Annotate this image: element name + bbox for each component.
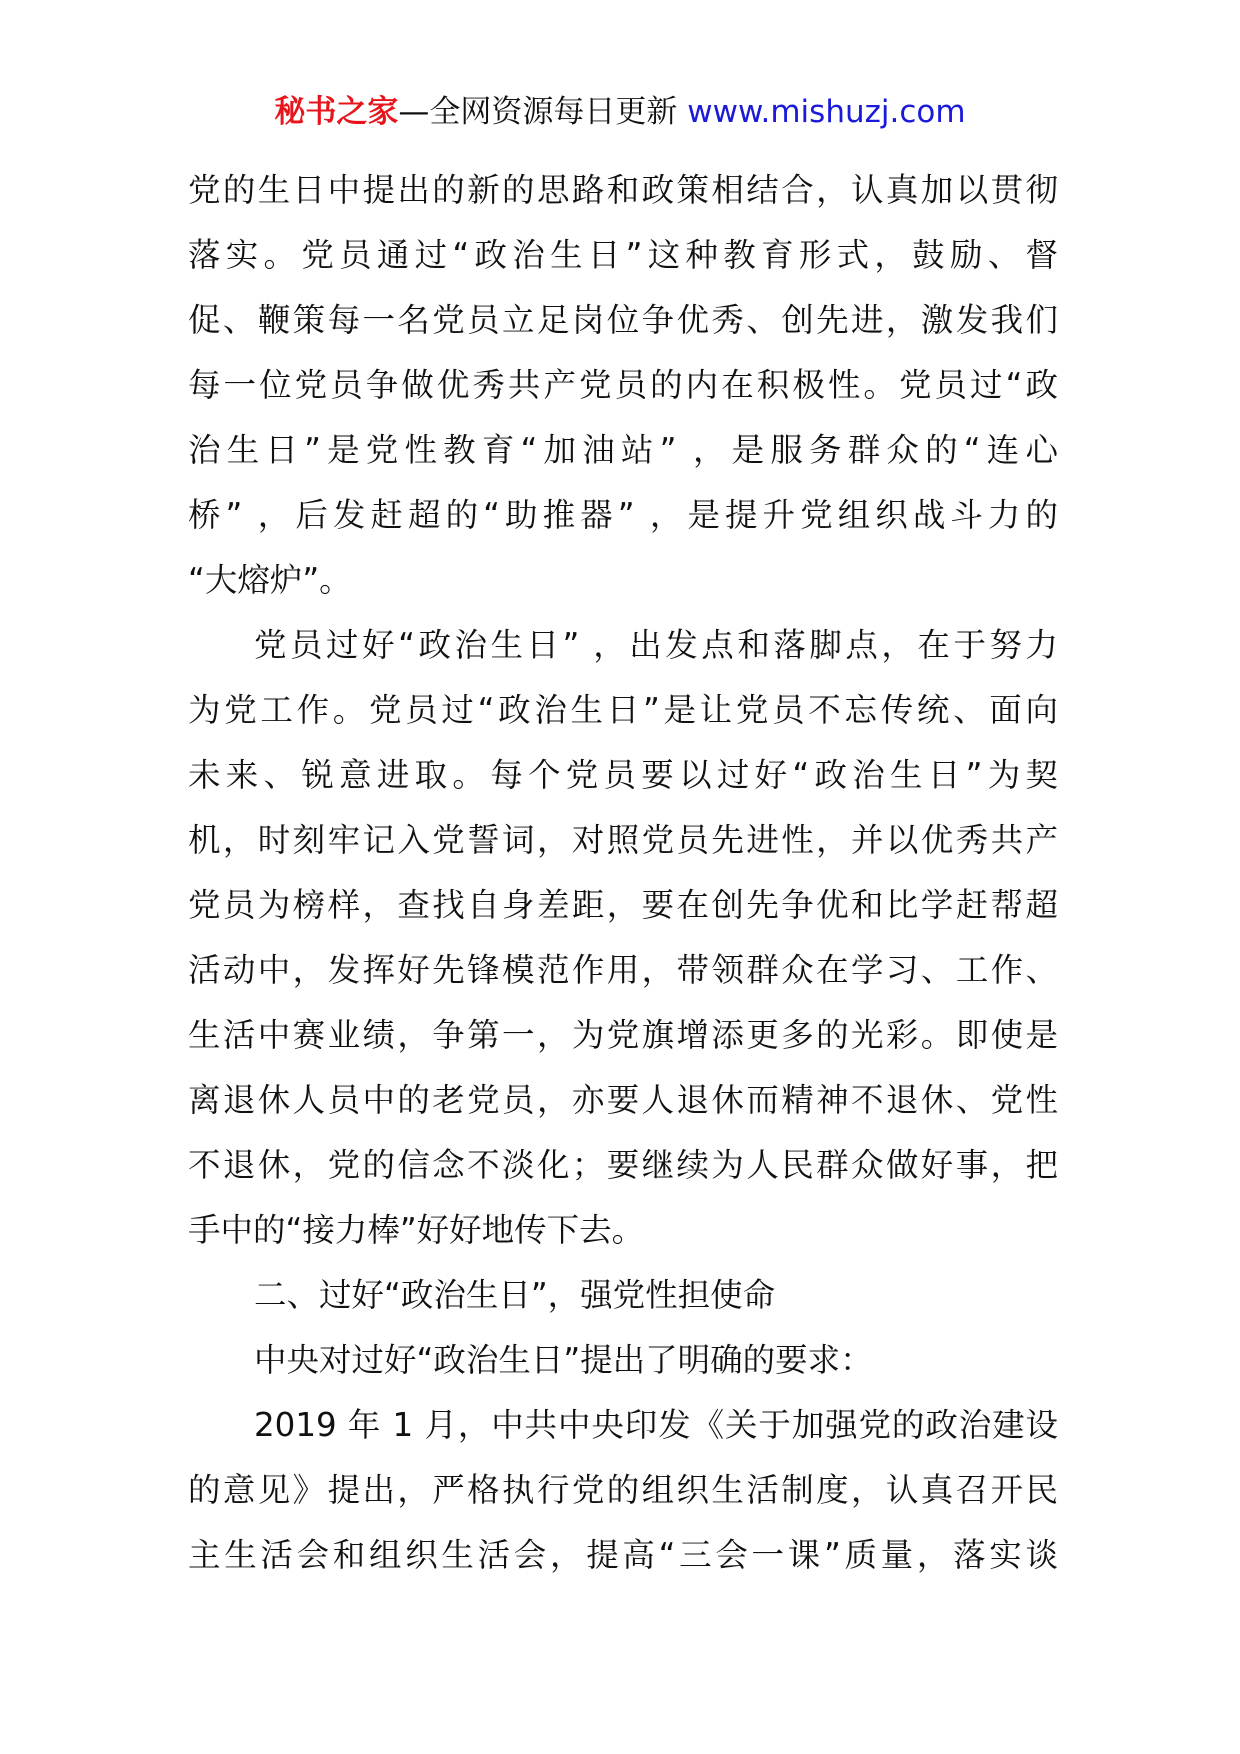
text-line: 党员过好“政治生日” ，出发点和落脚点，在于努力 [254,626,1058,664]
text-line: 活动中，发挥好先锋模范作用，带领群众在学习、工作、 [188,951,1058,989]
text-line: 党的生日中提出的新的思路和政策相结合，认真加以贯彻 [188,171,1058,209]
text-line: 落实。党员通过“政治生日”这种教育形式，鼓励、督 [188,236,1058,274]
text-line: 党员为榜样，查找自身差距，要在创先争优和比学赶帮超 [188,886,1058,924]
page-header [0,92,1240,132]
text-line: 未来、锐意进取。每个党员要以过好“政治生日”为契 [188,756,1058,794]
text-line: 治生日”是党性教育“加油站” ，是服务群众的“连心 [188,431,1058,469]
document-body [188,158,1058,1588]
text-line: 主生活会和组织生活会，提高“三会一课”质量，落实谈 [188,1536,1058,1574]
text-line: 不退休，党的信念不淡化；要继续为人民群众做好事，把 [188,1146,1058,1184]
text-line: 促、鞭策每一名党员立足岗位争优秀、创先进，激发我们 [188,301,1058,339]
text-line: 生活中赛业绩，争第一，为党旗增添更多的光彩。即使是 [188,1016,1058,1054]
text-line: 离退休人员中的老党员，亦要人退休而精神不退休、党性 [188,1081,1058,1119]
text-line: 的意见》提出，严格执行党的组织生活制度，认真召开民 [188,1471,1058,1509]
text-line: 2019 年 1 月，中共中央印发《关于加强党的政治建设 [254,1406,1058,1444]
section-heading: 二、过好“政治生日”，强党性担使命 [254,1276,776,1314]
header-brand: 秘书之家 [274,94,399,130]
header-tagline: —全网资源每日更新 [398,94,678,130]
text-line: 中央对过好“政治生日”提出了明确的要求： [254,1341,873,1379]
header-site-link[interactable]: www.mishuzj.com [687,94,966,130]
text-line: “大熔炉”。 [188,561,352,599]
text-line: 每一位党员争做优秀共产党员的内在积极性。党员过“政 [188,366,1058,404]
text-line: 桥” ，后发赶超的“助推器” ，是提升党组织战斗力的 [188,496,1058,534]
text-line: 为党工作。党员过“政治生日”是让党员不忘传统、面向 [188,691,1058,729]
text-line: 机，时刻牢记入党誓词，对照党员先进性，并以优秀共产 [188,821,1058,859]
text-line: 手中的“接力棒”好好地传下去。 [188,1211,645,1249]
